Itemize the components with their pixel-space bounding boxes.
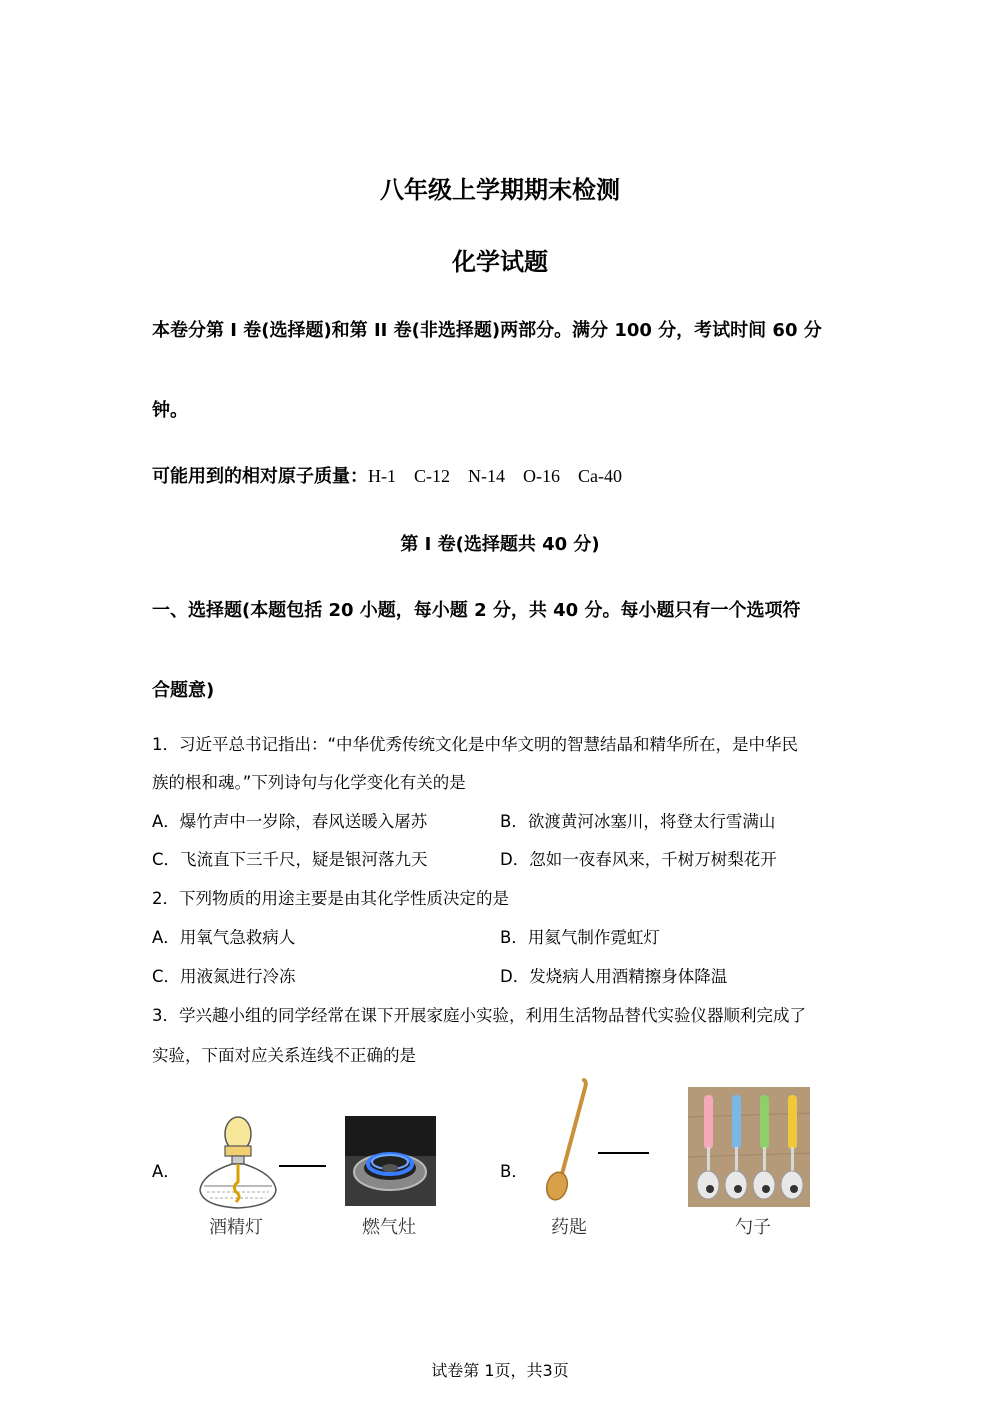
atomic-mass-label: 可能用到的相对原子质量： [152,466,368,487]
intro-line-1: 本卷分第 I 卷(选择题)和第 II 卷(非选择题)两部分。满分 100 分，考试时间 60 分 [152,320,822,341]
q1-option-a: A．爆竹声中一岁除，春风送暖入屠苏 [152,812,428,831]
q1-option-c: C．飞流直下三千尺，疑是银河落九天 [152,850,428,869]
section-instructions-line-2: 合题意) [152,680,215,701]
q2-option-a: A．用氧气急救病人 [152,928,296,947]
section-heading: 第 I 卷(选择题共 40 分) [400,534,600,555]
q1-option-d: D．忽如一夜春风来，千树万树梨花开 [500,850,777,869]
q3-stem-line-1: 3．学兴趣小组的同学经常在课下开展家庭小实验，利用生活物品替代实验仪器顺利完成了 [152,1006,806,1025]
q2-stem: 2．下列物质的用途主要是由其化学性质决定的是 [152,889,509,908]
q3-stem-line-2: 实验，下面对应关系连线不正确的是 [152,1046,416,1065]
caption-gas-stove: 燃气灶 [362,1217,416,1238]
atomic-mass-values: H-1 C-12 N-14 O-16 Ca-40 [368,466,622,486]
caption-alcohol-lamp: 酒精灯 [209,1217,263,1238]
intro-line-2: 钟。 [152,400,188,421]
q1-stem-line-1: 1．习近平总书记指出：“中华优秀传统文化是中华文明的智慧结晶和精华所在，是中华民 [152,735,799,754]
q3-option-a-label: A． [152,1162,180,1181]
section-instructions-line-1: 一、选择题(本题包括 20 小题，每小题 2 分，共 40 分。每小题只有一个选项符 [152,600,801,621]
alcohol-lamp-icon [192,1112,284,1210]
q2-option-c: C．用液氮进行冷冻 [152,967,296,986]
q2-option-b: B．用氦气制作霓虹灯 [500,928,660,947]
page-footer: 试卷第 1页，共3页 [431,1361,569,1380]
q1-stem-line-2: 族的根和魂。”下列诗句与化学变化有关的是 [152,773,466,792]
q1-option-b: B．欲渡黄河冰塞川，将登太行雪满山 [500,812,776,831]
connector-line-b [598,1152,649,1154]
q3-option-b-label: B． [500,1162,528,1181]
atomic-mass-line [152,462,622,488]
q2-option-d: D．发烧病人用酒精擦身体降温 [500,967,728,986]
caption-medicine-spoon: 药匙 [551,1217,587,1238]
connector-line-a [279,1165,326,1167]
gas-stove-icon [345,1116,436,1206]
medicine-spoon-icon [540,1078,590,1202]
exam-title: 八年级上学期期末检测 [380,176,620,204]
caption-spoon: 勺子 [735,1217,771,1238]
spoons-photo-icon [688,1087,810,1207]
exam-subtitle: 化学试题 [452,248,548,276]
